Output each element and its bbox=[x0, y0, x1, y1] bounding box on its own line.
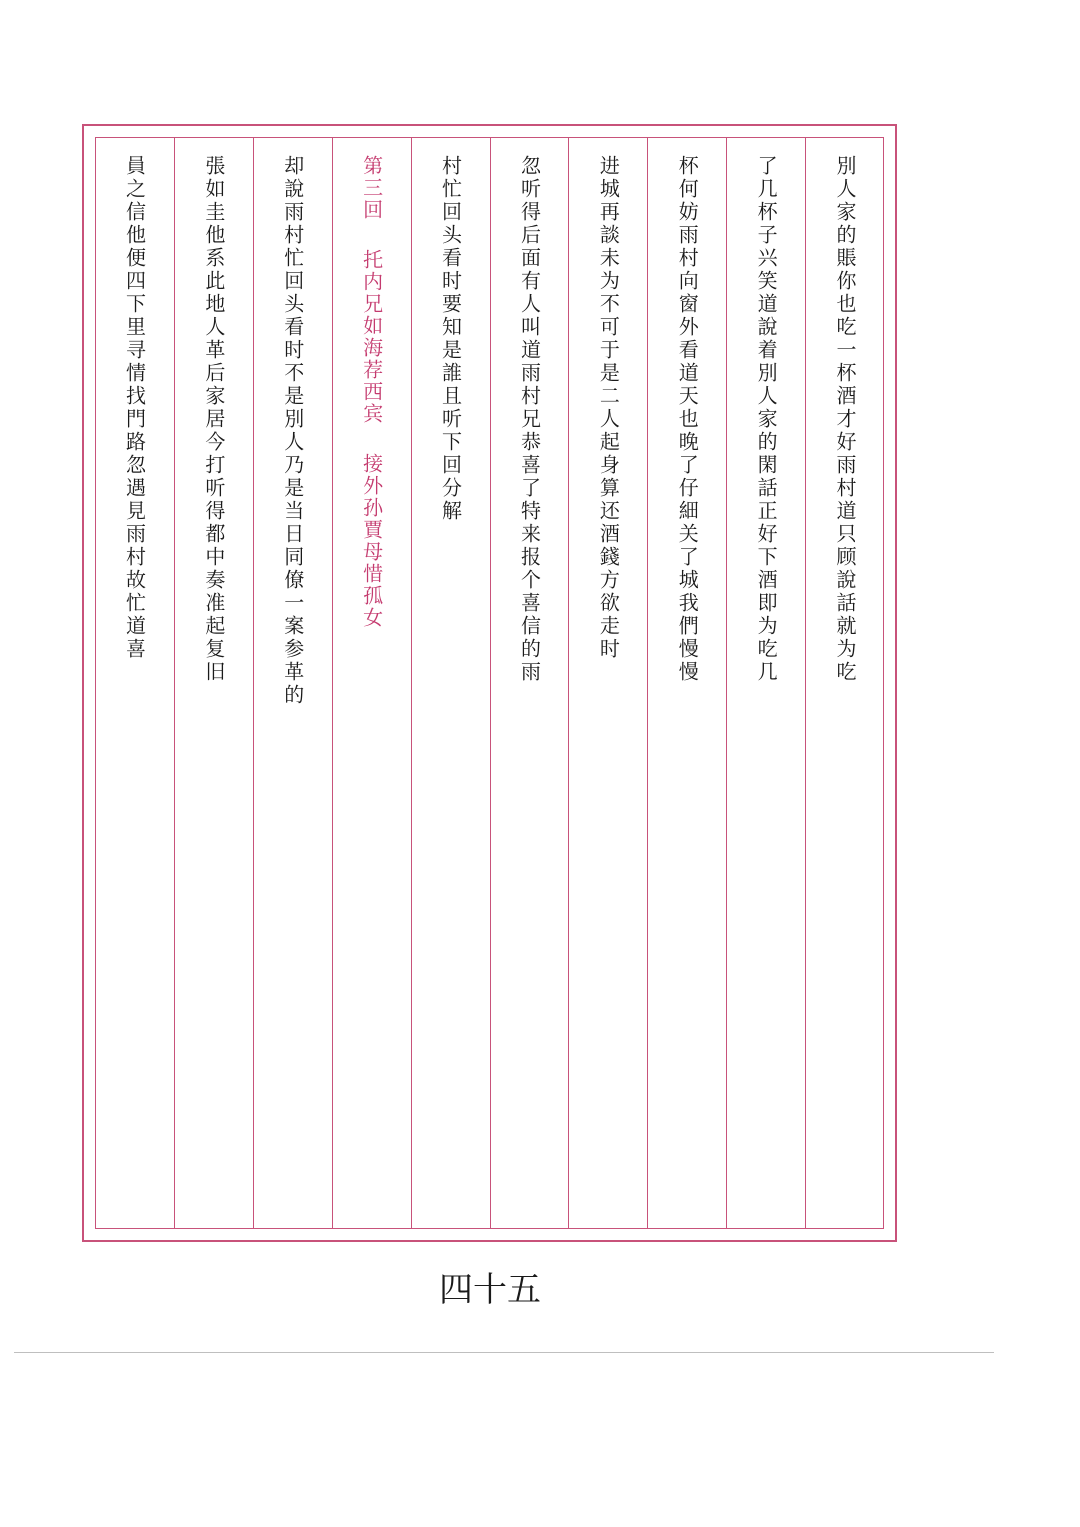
chapter-number: 第三回 bbox=[359, 155, 384, 221]
text-column-10 bbox=[95, 137, 174, 1229]
column-text: 忽听得后面有人叫道雨村兄恭喜了特来报个喜信的雨 bbox=[517, 155, 542, 684]
column-text: 进城再談未为不可于是二人起身算还酒錢方欲走时 bbox=[596, 155, 621, 661]
text-column-1 bbox=[805, 137, 884, 1229]
chapter-title-column bbox=[332, 137, 411, 1229]
text-column-8 bbox=[253, 137, 332, 1229]
text-column-3 bbox=[647, 137, 726, 1229]
text-column-9 bbox=[174, 137, 253, 1229]
column-text: 却說雨村忙回头看时不是別人乃是当日同僚一案参革的 bbox=[280, 155, 305, 707]
text-column-2 bbox=[726, 137, 805, 1229]
column-text: 員之信他便四下里寻情找門路忽遇見雨村故忙道喜 bbox=[122, 155, 147, 661]
chapter-subtitle-1: 托内兄如海荐西宾 bbox=[359, 249, 384, 425]
chapter-title bbox=[359, 137, 384, 1229]
column-text: 別人家的賬你也吃一杯酒才好雨村道只顾說話就为吃 bbox=[833, 155, 858, 684]
text-column-5 bbox=[490, 137, 569, 1229]
text-column-6 bbox=[411, 137, 490, 1229]
text-column-4 bbox=[568, 137, 647, 1229]
chapter-subtitle-2: 接外孙賈母惜孤女 bbox=[359, 453, 384, 629]
column-text: 杯何妨雨村向窗外看道天也晚了仔細关了城我們慢慢 bbox=[675, 155, 700, 684]
column-text: 張如圭他系此地人革后家居今打听得都中奏准起复旧 bbox=[201, 155, 226, 684]
column-text: 村忙回头看时要知是誰且听下回分解 bbox=[438, 155, 463, 523]
page-number: 四十五 bbox=[439, 1270, 541, 1310]
column-text: 了几杯子兴笑道說着別人家的閑話正好下酒即为吃几 bbox=[754, 155, 779, 684]
scan-edge-line bbox=[14, 1352, 994, 1353]
